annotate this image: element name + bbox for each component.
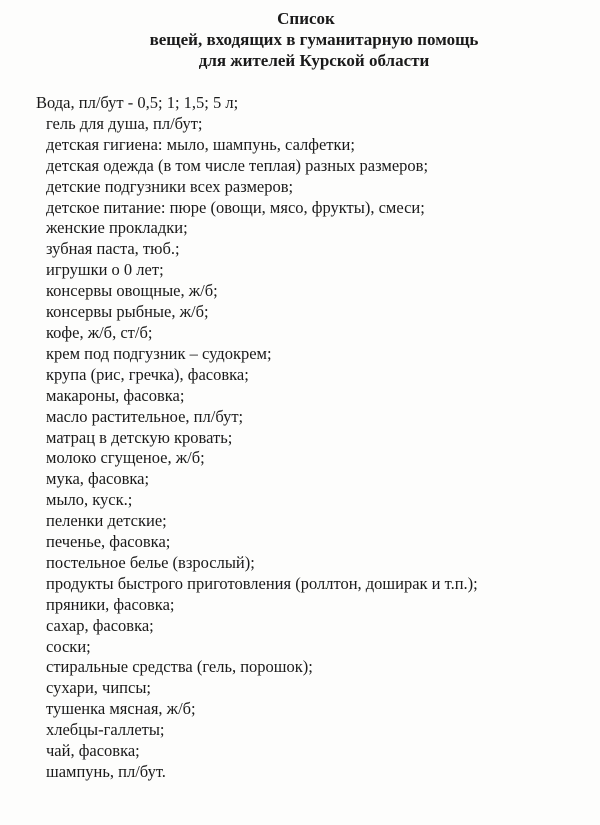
list-item: детские подгузники всех размеров; — [46, 176, 294, 196]
list-item: крем под подгузник – судокрем; — [46, 343, 272, 363]
list-item: сахар, фасовка; — [46, 615, 154, 635]
list-item: консервы овощные, ж/б; — [46, 281, 218, 301]
items-list — [36, 93, 478, 783]
document-title — [0, 8, 600, 71]
list-item: детское питание: пюре (овощи, мясо, фрукты), смеси; — [46, 197, 425, 217]
list-item: гель для душа, пл/бут; — [46, 113, 203, 133]
list-item: тушенка мясная, ж/б; — [46, 699, 196, 719]
list-item: печенье, фасовка; — [46, 532, 171, 552]
list-item: хлебцы-галлеты; — [46, 720, 165, 740]
list-item: мука, фасовка; — [46, 469, 150, 489]
list-item: сухари, чипсы; — [46, 678, 151, 698]
list-item: матрац в детскую кровать; — [46, 427, 233, 447]
list-item: кофе, ж/б, ст/б; — [46, 322, 153, 342]
title-line-1: Список — [277, 9, 335, 28]
list-item: мыло, куск.; — [46, 490, 133, 510]
list-item: зубная паста, тюб.; — [46, 239, 180, 259]
list-item: детская одежда (в том числе теплая) разных размеров; — [46, 155, 429, 175]
list-item: пряники, фасовка; — [46, 594, 175, 614]
title-line-3: для жителей Курской области — [198, 51, 430, 70]
list-item: Вода, пл/бут - 0,5; 1; 1,5; 5 л; — [36, 93, 239, 112]
list-item: шампунь, пл/бут. — [46, 762, 166, 781]
list-item: игрушки о 0 лет; — [46, 260, 164, 280]
list-item: соски; — [46, 636, 91, 656]
list-item: стиральные средства (гель, порошок); — [46, 657, 313, 677]
list-item: консервы рыбные, ж/б; — [46, 302, 209, 322]
list-item: чай, фасовка; — [46, 741, 140, 761]
list-item: крупа (рис, гречка), фасовка; — [46, 364, 249, 384]
list-item: масло растительное, пл/бут; — [46, 406, 244, 426]
title-line-2: вещей, входящих в гуманитарную помощь — [149, 30, 479, 49]
list-item: постельное белье (взрослый); — [46, 552, 255, 572]
list-item: пеленки детские; — [46, 511, 167, 531]
list-item: продукты быстрого приготовления (роллтон, доширак и т.п.); — [46, 573, 478, 593]
list-item: детская гигиена: мыло, шампунь, салфетки; — [46, 134, 355, 154]
list-item: женские прокладки; — [46, 218, 188, 238]
list-item: макароны, фасовка; — [46, 385, 185, 405]
list-item: молоко сгущеное, ж/б; — [46, 448, 205, 468]
